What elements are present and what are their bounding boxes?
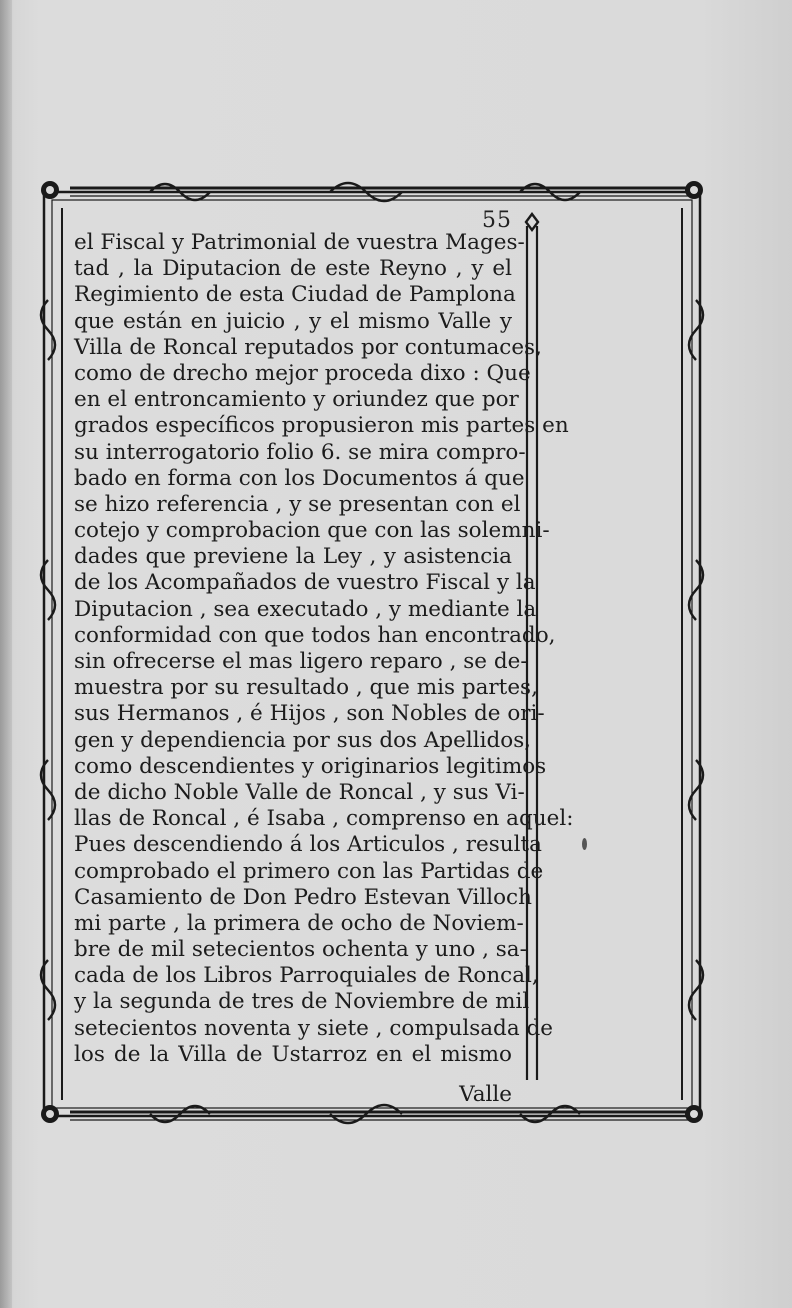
text-line: como descendientes y originarios legitimos: [74, 753, 547, 779]
text-line: muestra por su resultado , que mis partes,: [74, 675, 538, 701]
text-line: mi parte , la primera de ocho de Noviem-: [74, 910, 524, 936]
text-line: bado en forma con los Documentos á que: [74, 465, 525, 491]
text-line: llas de Roncal , é Isaba , comprenso en aquel:: [74, 806, 574, 832]
text-line: bre de mil setecientos ochenta y uno , sa-: [74, 937, 527, 963]
text-line: de dicho Noble Valle de Roncal , y sus Vi-: [74, 779, 525, 805]
text-line: Pues descendiendo á los Articulos , resulta: [74, 832, 542, 858]
body-text: [74, 230, 574, 1068]
text-line: que están en juicio , y el mismo Valle y: [74, 308, 512, 334]
catchword: Valle: [459, 1082, 512, 1107]
text-line: en el entroncamiento y oriundez que por: [74, 387, 519, 413]
text-line: sin ofrecerse el mas ligero reparo , se de-: [74, 649, 528, 674]
text-line: Diputacion , sea executado , y mediante la: [74, 596, 537, 622]
text-line: cotejo y comprobacion que con las solemni-: [74, 518, 550, 544]
text-line: setecientos noventa y siete , compulsada de: [74, 1015, 553, 1041]
text-line: de los Acompañados de vuestro Fiscal y la: [74, 570, 536, 596]
text-line: dades que previene la Ley , y asistencia: [74, 544, 512, 570]
text-line: los de la Villa de Ustarroz en el mismo: [74, 1041, 512, 1067]
text-line: comprobado el primero con las Partidas de: [74, 858, 544, 884]
text-line: y la segunda de tres de Noviembre de mil: [74, 989, 530, 1015]
text-line: conformidad con que todos han encontrado,: [74, 622, 556, 648]
page-number: 55: [482, 208, 512, 233]
text-line: Casamiento de Don Pedro Estevan Villoch: [74, 884, 532, 910]
text-line: tad , la Diputacion de este Reyno , y el: [74, 256, 512, 282]
text-line: Villa de Roncal reputados por contumaces,: [74, 334, 542, 360]
text-line: gen y dependiencia por sus dos Apellidos,: [74, 727, 532, 753]
text-line: su interrogatorio folio 6. se mira compro-: [74, 439, 526, 465]
text-line: sus Hermanos , é Hijos , son Nobles de ori-: [74, 701, 545, 727]
text-line: Regimiento de esta Ciudad de Pamplona: [74, 282, 516, 308]
text-line: el Fiscal y Patrimonial de vuestra Mages-: [74, 230, 525, 255]
text-line: cada de los Libros Parroquiales de Roncal,: [74, 963, 539, 989]
ink-spot: [582, 838, 587, 850]
text-line: como de drecho mejor proceda dixo : Que: [74, 360, 531, 386]
text-line: se hizo referencia , y se presentan con el: [74, 491, 521, 517]
text-line: grados específicos propusieron mis partes en: [74, 413, 569, 439]
